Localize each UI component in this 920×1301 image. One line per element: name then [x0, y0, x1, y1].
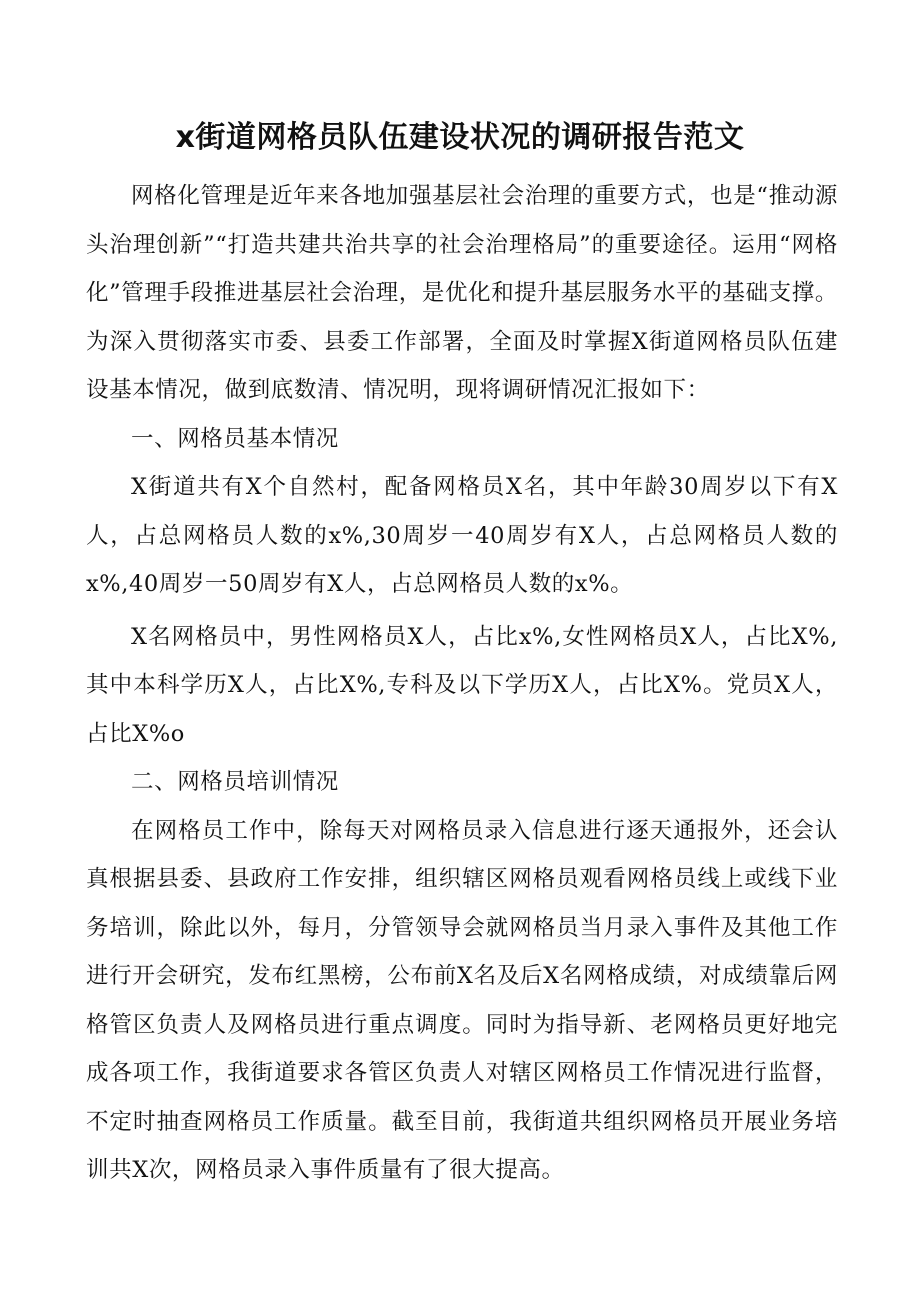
training-paragraph: 在网格员工作中，除每天对网格员录入信息进行逐天通报外，还会认真根据县委、县政府工作安排，组织辖区网格员观看网格员线上或线下业务培训，除此以外，每月，分管领导会就网格员当月录入事件及其他工作进行开会研究，发布红黑榜，公布前X名及后X名网格成绩，对成绩靠后网格管区负责人及网格员进行重点调度。同时为指导新、老网格员更好地完成各项工作，我街道要求各管区负责人对辖区网格员工作情况进行监督，不定时抽查网格员工作质量。截至目前，我街道共组织网格员开展业务培训共X次，网格员录入事件质量有了很大提高。: [86, 817, 838, 1183]
gender-education-paragraph: X名网格员中，男性网格员X人，占比x%,女性网格员X人，占比X%,其中本科学历X人，占比X%,专科及以下学历X人，占比X%。党员X人，占比X%o: [86, 623, 838, 747]
document-title: x街道网格员队伍建设状况的调研报告范文: [175, 120, 745, 155]
intro-paragraph: 网格化管理是近年来各地加强基层社会治理的重要方式，也是“推动源头治理创新”“打造共建共治共享的社会治理格局”的重要途径。运用“网格化”管理手段推进基层社会治理，是优化和提升基层服务水平的基础支撑。为深入贯彻落实市委、县委工作部署，全面及时掌握X街道网格员队伍建设基本情况，做到底数清、情况明，现将调研情况汇报如下：: [86, 183, 838, 403]
section-heading-basic-info: 一、网格员基本情况: [131, 425, 339, 452]
section-heading-training: 二、网格员培训情况: [131, 769, 339, 795]
document-body: [86, 172, 838, 1195]
age-stats-paragraph: X街道共有X个自然村，配备网格员X名，其中年龄30周岁以下有X人，占总网格员人数的x%,30周岁一40周岁有X人，占总网格员人数的x%,40周岁一50周岁有X人，占总网格员人数的x%。: [86, 474, 838, 597]
